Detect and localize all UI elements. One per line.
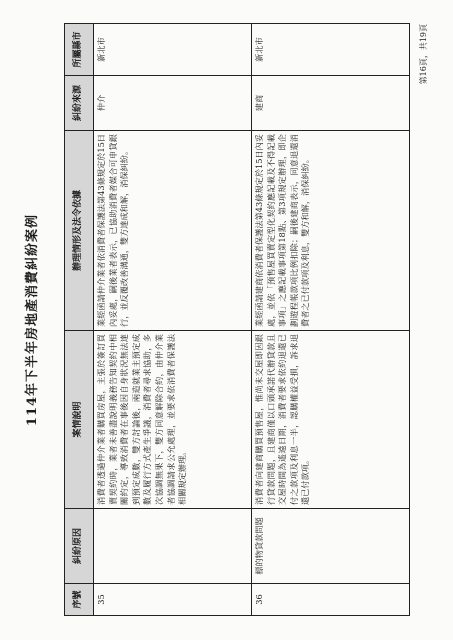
- cell-handling: 業經函請建商依消費者保護法第43條規定於15日內妥處，並依「預售屋買賣定型化契約應記載及不得記載事項」之應記載事項第18點、第3項規定辦理，即企劃遊程帳款項比例扣除；嗣後建商表示，同意退還消費者之已付款項及利息，雙方和解，消保糾紛。: [252, 131, 410, 331]
- header-handling: 辦理情形及法令依據: [65, 131, 94, 331]
- cell-dispute-source: 仲介: [94, 76, 252, 131]
- header-dispute-source: 糾紛來源: [65, 76, 94, 131]
- header-case-description: 案情說明: [65, 331, 94, 509]
- table-row: [252, 24, 410, 616]
- table-header-row: [65, 24, 94, 616]
- page-number: 第16頁，共19頁: [419, 24, 428, 85]
- header-jurisdiction: 所屬縣市: [65, 24, 94, 76]
- cell-jurisdiction: 新北市: [94, 24, 252, 76]
- cell-seq: 35: [94, 584, 252, 616]
- cell-case-description: 消費者透過仲介業者購買房屋，主張於簽訂買賣契約時，業者未善盡說明義務告知契約中相關約定，導致消費者在事後因自身狀況無法達到預定成數，雙方討論後，兩造就業主預定成數及履行方式產生爭議，消費者尋求協助，多次協調無果下，雙方同意解除合約，由仲介業者協調請求公允處理，並要求依消費者保護法相關規定辦理。: [94, 331, 252, 509]
- cell-jurisdiction: 新北市: [252, 24, 410, 76]
- cell-seq: 36: [252, 584, 410, 616]
- page-title: 114年下半年房地產消費糾紛案例: [25, 213, 40, 427]
- header-dispute-cause: 糾紛原因: [65, 509, 94, 584]
- cell-dispute-cause: 標的物貸款問題: [252, 509, 410, 584]
- table-row: [94, 24, 252, 616]
- rotated-content: [24, 24, 439, 616]
- case-table: [64, 23, 410, 616]
- cell-handling: 業經函請仲介業者依消費者保護法第43條規定於15日內妥處，嗣後業者表示，已協助消費者媒合可申貸銀行，並反覆改善溝通，雙方達成和解，消保糾紛。: [94, 131, 252, 331]
- cell-case-description: 消費者向建商購買預售屋，惟尚未交屋即因銀行貸款問題，且建商僅以口頭承諾代辦貸款且交屋時間為遙遠日期，消費者要求依約退還已付之款項及利息一半，認購權益受損，訴求退還已付款項。: [252, 331, 410, 509]
- header-seq: 序號: [65, 584, 94, 616]
- cell-dispute-cause: [94, 509, 252, 584]
- cell-dispute-source: 建商: [252, 76, 410, 131]
